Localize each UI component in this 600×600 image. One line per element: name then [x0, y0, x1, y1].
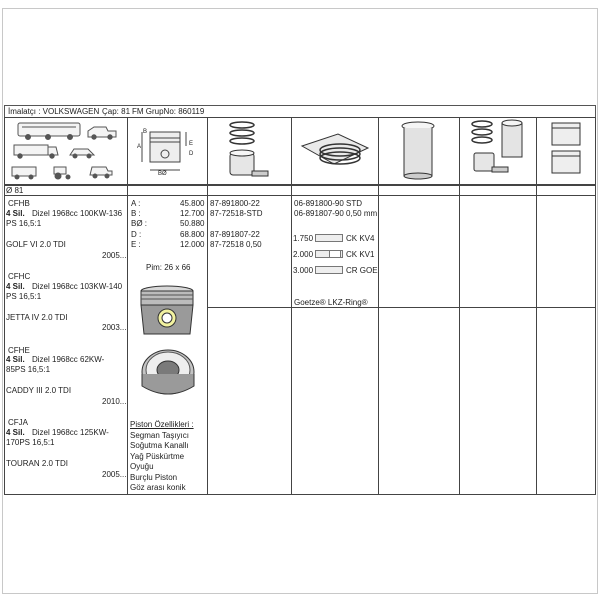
dim-bo-label: BØ [158, 171, 167, 177]
ring-part-number: 06-891807-90 0,50 mm [294, 209, 378, 218]
ring-size: 1.750 [293, 234, 314, 243]
bore-row [4, 185, 596, 196]
ring-part-number: 06-891800-90 STD [294, 199, 363, 208]
piston-side-photo [138, 284, 196, 338]
engine-cylinders: 4 Sil. [6, 355, 25, 364]
bus-icon [18, 123, 80, 140]
feature-item: Göz arası konik [130, 483, 186, 492]
bore-size: Çap: 81 [102, 107, 131, 116]
dimension-value: 12.700 [180, 209, 205, 218]
ring-row [291, 232, 381, 244]
piston-rings-image [222, 119, 280, 183]
feature-item: Soğutma Kanallı [130, 441, 189, 450]
dimension-label: BØ : [131, 219, 148, 228]
model-year: 2003... [102, 323, 127, 332]
feature-item: Segman Taşıyıcı [130, 431, 189, 440]
piston-kit-image [466, 119, 532, 181]
piston-part-number: 87-72518-STD [210, 209, 263, 218]
ring-size: 2.000 [293, 250, 314, 259]
piston-section-image [548, 119, 588, 181]
piston-part-number: 87-72518 0,50 [210, 240, 262, 249]
feature-item: Oyuğu [130, 462, 154, 471]
engine-code: CFHC [8, 272, 31, 281]
piston-part-number: 87-891807-22 [210, 230, 260, 239]
engine-desc-2: PS 16,5:1 [6, 292, 42, 301]
engine-cylinders: 4 Sil. [6, 428, 25, 437]
model-year: 2005... [102, 470, 127, 479]
vehicle-icons [8, 119, 126, 181]
engine-desc-2: 170PS 16,5:1 [6, 438, 55, 447]
engine-cylinders: 4 Sil. [6, 209, 25, 218]
group-number: FM GrupNo: 860119 [132, 107, 205, 116]
manufacturer: İmalatçı : VOLKSWAGEN [8, 107, 100, 116]
dimension-label: E : [131, 240, 141, 249]
ring-brand: Goetze® LKZ-Ring® [294, 298, 368, 307]
ring-type: CR GOE [346, 266, 378, 275]
feature-item: Burçlu Piston [130, 473, 178, 482]
dimension-value: 45.800 [180, 199, 205, 208]
dimension-label: B : [131, 209, 141, 218]
dim-b-label: B [143, 129, 148, 135]
features-title: Piston Özellikleri : [130, 420, 194, 429]
engine-desc: Dizel 1968cc 103KW-140 [32, 282, 123, 291]
ring-profile-icon [315, 266, 343, 274]
engine-desc: Dizel 1968cc 125KW- [32, 428, 109, 437]
piston-part-number: 87-891800-22 [210, 199, 260, 208]
pickup-icon [88, 127, 116, 139]
dimension-value: 12.000 [180, 240, 205, 249]
dimension-label: D : [131, 230, 142, 239]
ring-type: CK KV4 [346, 234, 375, 243]
cylinder-liner-image [396, 120, 440, 182]
model-year: 2005... [102, 251, 127, 260]
engine-desc: Dizel 1968cc 62KW- [32, 355, 105, 364]
ring-set-image [298, 128, 372, 176]
engine-desc-2: 85PS 16,5:1 [6, 365, 51, 374]
ring-row [291, 264, 381, 276]
ring-size: 3.000 [293, 266, 314, 275]
vehicle-model: GOLF VI 2.0 TDI [6, 240, 66, 249]
dim-e-label: E [189, 141, 194, 147]
dim-d-label: D [189, 151, 194, 157]
vehicle-model: CADDY III 2.0 TDI [6, 386, 72, 395]
tractor-icon [54, 167, 70, 179]
bore-label: Ø 81 [6, 186, 24, 195]
ring-profile-icon [315, 234, 343, 242]
engine-code: CFHE [8, 346, 30, 355]
jeep-icon [90, 167, 112, 178]
dimension-value: 50.880 [180, 219, 205, 228]
ring-type: CK KV1 [346, 250, 375, 259]
car-icon [70, 149, 94, 158]
piston-top-photo [140, 346, 196, 402]
vehicle-model: TOURAN 2.0 TDI [6, 459, 68, 468]
engine-desc: Dizel 1968cc 100KW-136 [32, 209, 123, 218]
engine-cylinders: 4 Sil. [6, 282, 25, 291]
engine-code: CFHB [8, 199, 30, 208]
engine-code: CFJA [8, 418, 28, 427]
dimension-value: 68.800 [180, 230, 205, 239]
van-icon [12, 167, 36, 179]
model-year: 2010... [102, 397, 127, 406]
feature-item: Yağ Püskürtme [130, 452, 185, 461]
dimension-label: A : [131, 199, 141, 208]
vehicle-model: JETTA IV 2.0 TDI [6, 313, 68, 322]
truck-icon [14, 145, 58, 158]
engine-desc-2: PS 16,5:1 [6, 219, 42, 228]
ring-row [291, 248, 381, 260]
dim-a-label: A [137, 144, 142, 150]
pin-size: Pim: 26 x 66 [146, 263, 191, 272]
